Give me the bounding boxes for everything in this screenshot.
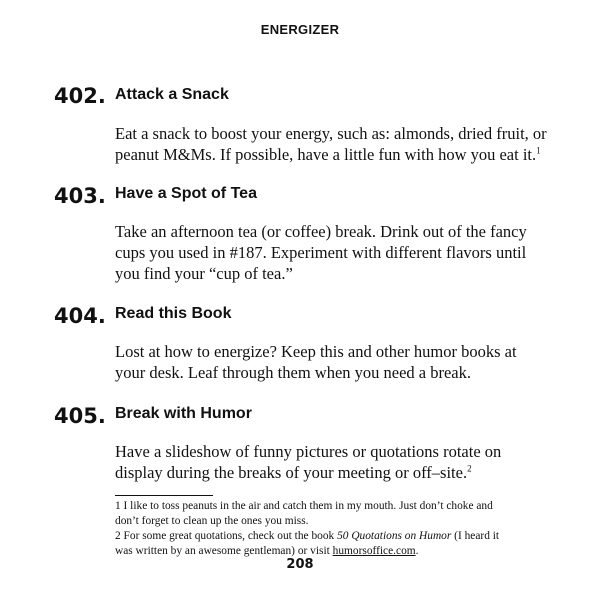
body-line: Take an afternoon tea (or coffee) break. Drink out of the fancy — [115, 222, 527, 241]
footnote-1-line: 1 I like to toss peanuts in the air and catch them in my mouth. Just don’t choke and — [115, 500, 493, 512]
entry-body — [115, 221, 555, 284]
book-title: 50 Quotations on Humor — [337, 530, 452, 542]
entry-title: Read this Book — [115, 305, 232, 322]
body-line: cups you used in #187. Experiment with different flavors until — [115, 243, 527, 262]
footnote-2-line: was written by an awesome gentleman) or visit humorsoffice.com. — [115, 545, 419, 557]
entry-number: 403. — [54, 184, 106, 208]
body-line: Have a slideshow of funny pictures or quotations rotate on — [115, 442, 502, 461]
entry-body — [115, 441, 555, 483]
footnotes — [115, 499, 547, 559]
entry-body — [115, 341, 555, 383]
entry-number: 404. — [54, 304, 106, 328]
entry-number: 402. — [54, 84, 106, 108]
footnote-2-line: 2 For some great quotations, check out the book 50 Quotations on Humor (I heard it — [115, 530, 500, 542]
body-line: peanut M&Ms. If possible, have a little fun with how you eat it.$^1$ — [115, 145, 541, 164]
footnote-1-line: don’t forget to clean up the ones you miss. — [115, 515, 309, 527]
body-line: Lost at how to energize? Keep this and other humor books at — [115, 342, 517, 361]
running-header: ENERGIZER — [260, 22, 340, 37]
body-line: display during the breaks of your meeting or off–site.$^2$ — [115, 463, 472, 482]
body-line: you find your “cup of tea.” — [115, 264, 293, 283]
footnote-divider — [115, 495, 213, 496]
body-line: Eat a snack to boost your energy, such as: almonds, dried fruit, or — [115, 124, 547, 143]
page-number: 208 — [286, 557, 314, 572]
website-link[interactable]: humorsoffice.com — [332, 545, 416, 557]
footnote-ref: 1 — [536, 145, 541, 156]
entry-body — [115, 123, 555, 165]
footnote-ref: 2 — [467, 463, 472, 474]
entry-title: Attack a Snack — [115, 86, 229, 103]
entry-number: 405. — [54, 404, 106, 428]
entry-title: Break with Humor — [115, 405, 252, 422]
body-line: your desk. Leaf through them when you need a break. — [115, 363, 472, 382]
entry-title: Have a Spot of Tea — [115, 185, 257, 202]
